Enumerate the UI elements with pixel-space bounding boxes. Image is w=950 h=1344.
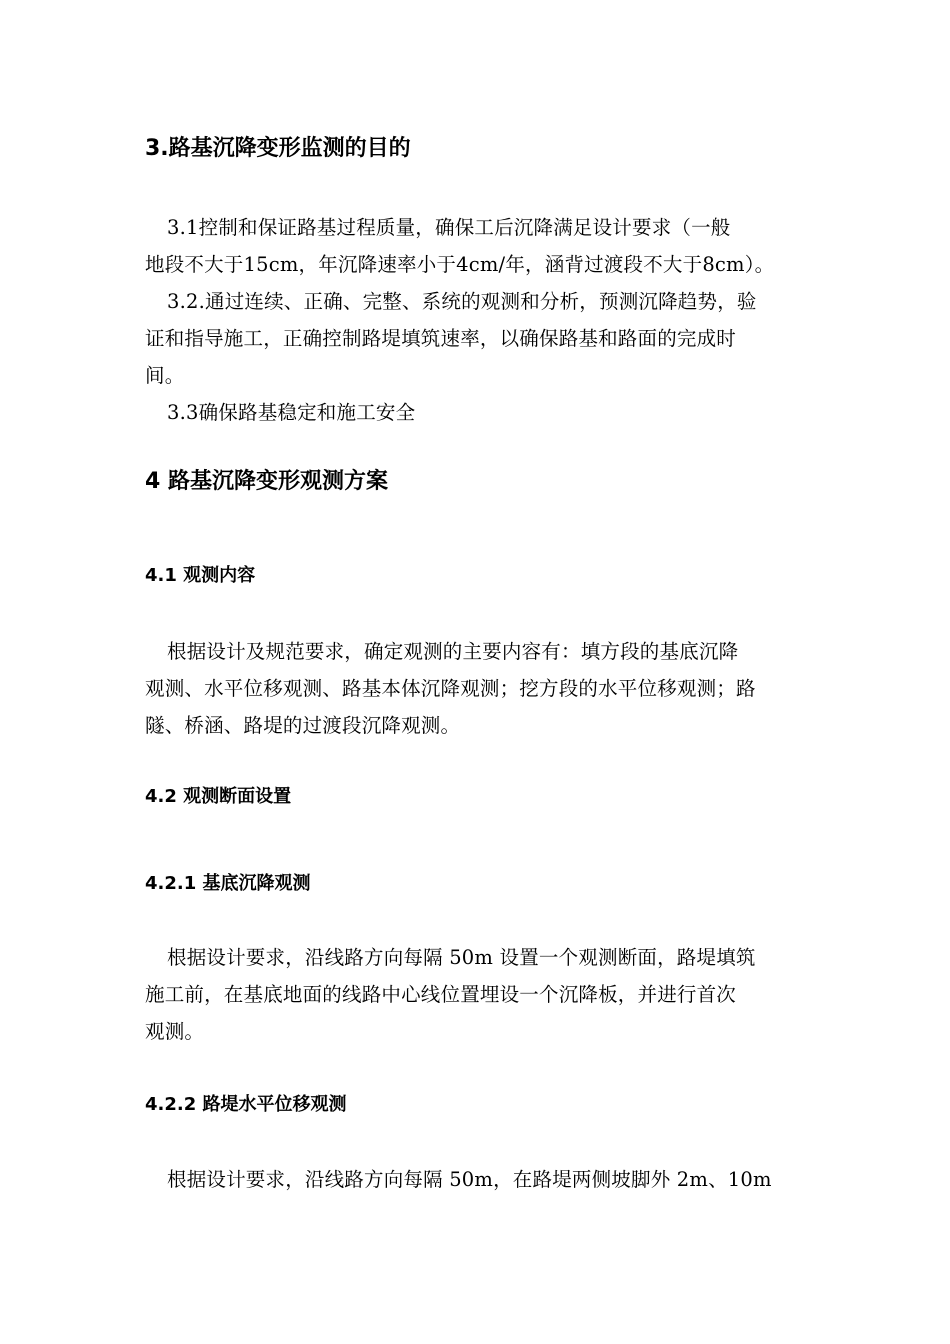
section-4-1-paragraph <box>145 633 809 744</box>
section-3-paragraph-3 <box>145 394 809 431</box>
paragraph-line: 隧、桥涵、路堤的过渡段沉降观测。 <box>145 714 461 737</box>
paragraph-line: 观测、水平位移观测、路基本体沉降观测；挖方段的水平位移观测；路 <box>145 677 756 700</box>
paragraph-line: 根据设计要求，沿线路方向每隔 50m，在路堤两侧坡脚外 2m、10m <box>167 1168 772 1191</box>
section-4-2-heading: 4.2 观测断面设置 <box>145 786 292 807</box>
section-4-2-2-heading: 4.2.2 路堤水平位移观测 <box>145 1094 347 1115</box>
paragraph-line: 根据设计要求，沿线路方向每隔 50m 设置一个观测断面，路堤填筑 <box>167 946 756 969</box>
paragraph-line: 根据设计及规范要求，确定观测的主要内容有：填方段的基底沉降 <box>167 640 739 663</box>
paragraph-line: 间。 <box>145 364 185 387</box>
paragraph-line: 3.1控制和保证路基过程质量，确保工后沉降满足设计要求（一般 <box>167 216 731 239</box>
section-3-paragraph-2 <box>145 283 809 394</box>
section-3-heading: 3.路基沉降变形监测的目的 <box>145 136 411 161</box>
section-4-2-2-paragraph <box>145 1161 809 1198</box>
paragraph-line: 观测。 <box>145 1020 205 1043</box>
paragraph-line: 证和指导施工，正确控制路堤填筑速率，以确保路基和路面的完成时 <box>145 327 737 350</box>
section-4-heading: 4 路基沉降变形观测方案 <box>145 469 388 494</box>
paragraph-line: 3.2.通过连续、正确、完整、系统的观测和分析，预测沉降趋势，验 <box>167 290 757 313</box>
section-3-paragraph-1 <box>145 209 809 283</box>
paragraph-line: 地段不大于15cm，年沉降速率小于4cm/年，涵背过渡段不大于8cm）。 <box>145 253 775 276</box>
paragraph-line: 施工前，在基底地面的线路中心线位置埋设一个沉降板，并进行首次 <box>145 983 737 1006</box>
section-4-2-1-heading: 4.2.1 基底沉降观测 <box>145 873 311 894</box>
paragraph-line: 3.3确保路基稳定和施工安全 <box>167 401 416 424</box>
section-4-2-1-paragraph <box>145 939 809 1050</box>
section-4-1-heading: 4.1 观测内容 <box>145 565 256 586</box>
